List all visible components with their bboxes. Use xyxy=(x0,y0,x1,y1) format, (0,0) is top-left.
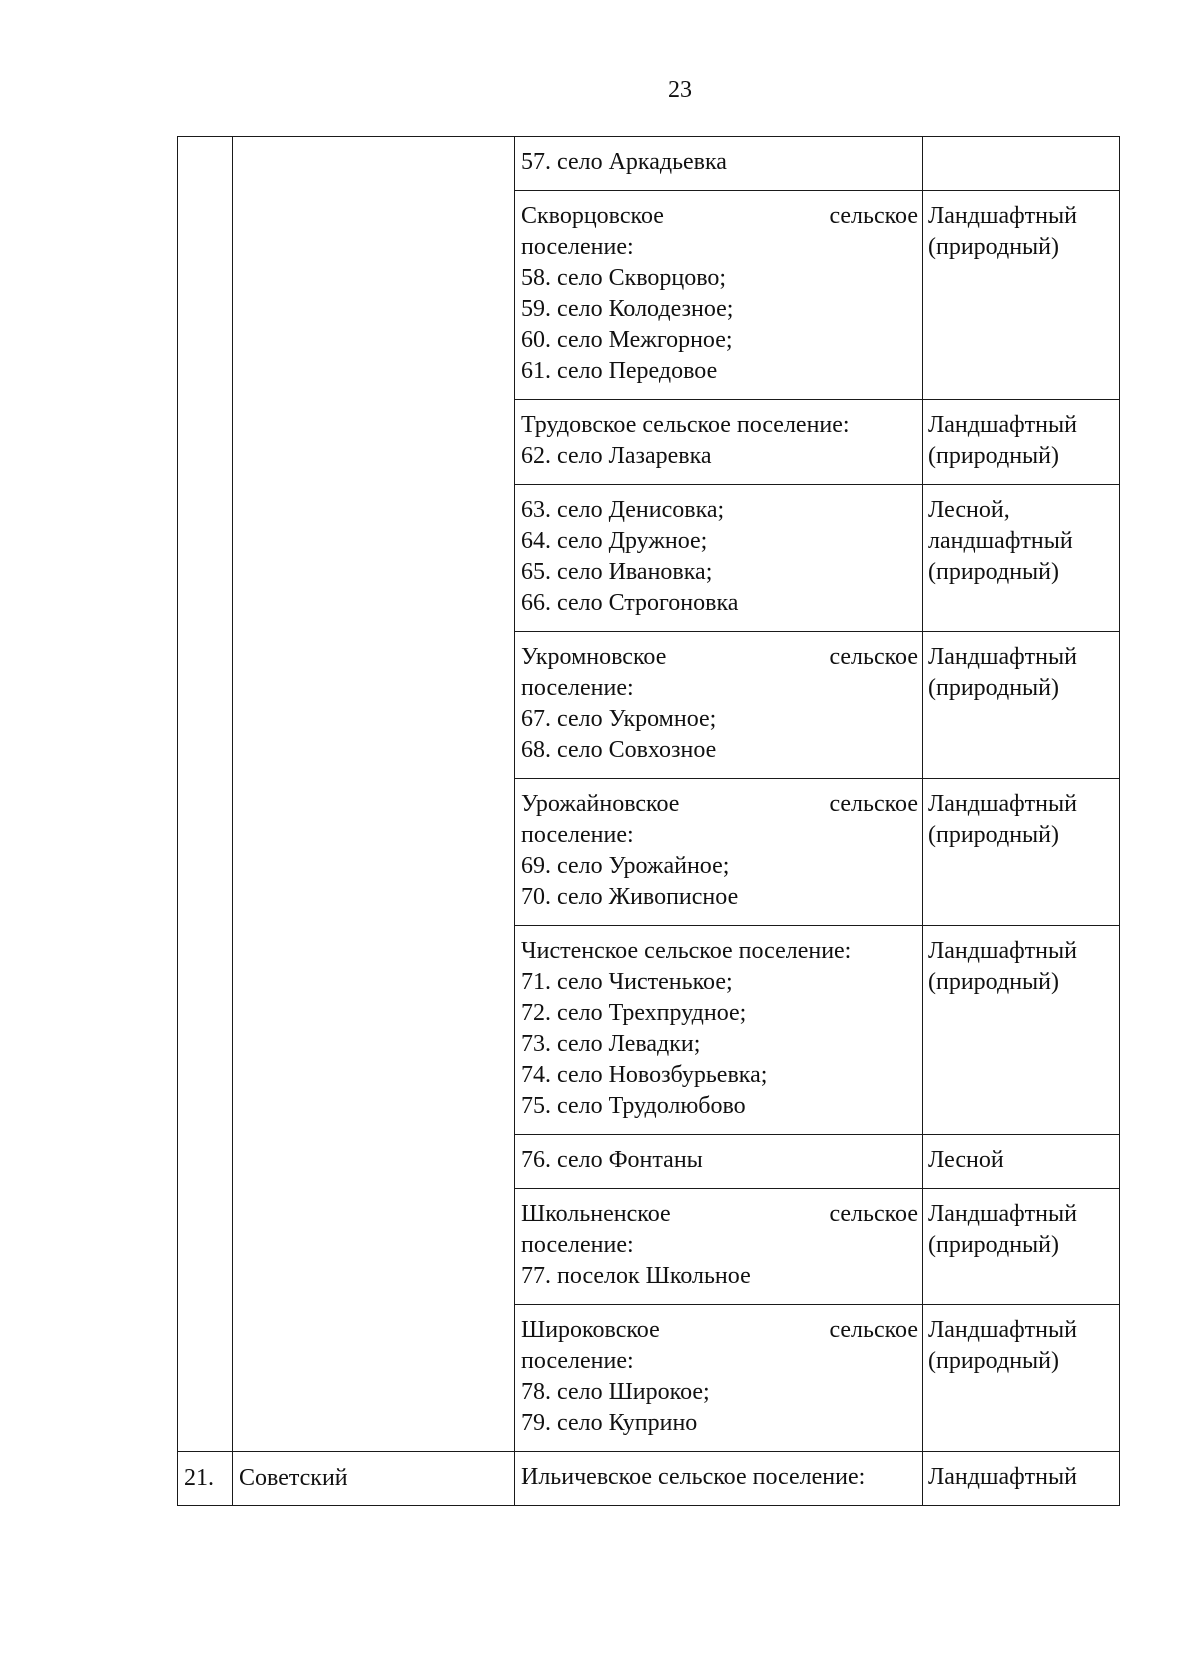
settlement-line: 63. село Денисовка; xyxy=(521,497,725,523)
type-cell xyxy=(923,1305,1120,1452)
settlement-line: 70. село Живописное xyxy=(521,884,739,910)
settlement-heading-word: сельское xyxy=(829,1201,918,1227)
settlement-heading xyxy=(521,789,918,820)
type-line: (природный) xyxy=(928,675,1060,701)
type-line: Ландшафтный xyxy=(928,1317,1077,1343)
settlement-line: 76. село Фонтаны xyxy=(521,1147,703,1173)
type-line: (природный) xyxy=(928,969,1060,995)
settlement-heading-word: сельское xyxy=(829,644,918,670)
settlement-heading-word: Широковское xyxy=(521,1317,660,1343)
settlement-line: 58. село Скворцово; xyxy=(521,265,727,291)
type-line: Лесной, xyxy=(928,497,1010,523)
settlement-line: 71. село Чистенькое; xyxy=(521,969,733,995)
settlement-cell xyxy=(515,1305,923,1452)
type-line: ландшафтный xyxy=(928,528,1073,554)
settlement-line: 62. село Лазаревка xyxy=(521,443,712,469)
settlement-line: 60. село Межгорное; xyxy=(521,327,733,353)
type-cell xyxy=(923,1189,1120,1305)
type-cell xyxy=(923,779,1120,926)
table-row-district xyxy=(178,1452,1120,1506)
settlement-line: поселение: xyxy=(521,1232,634,1258)
settlement-line: 73. село Левадки; xyxy=(521,1031,701,1057)
settlement-line: 79. село Куприно xyxy=(521,1410,698,1436)
settlement-line: 78. село Широкое; xyxy=(521,1379,710,1405)
table-row xyxy=(178,137,1120,191)
type-line: (природный) xyxy=(928,1348,1060,1374)
type-line: Ландшафтный xyxy=(928,938,1077,964)
settlement-heading xyxy=(521,1315,918,1346)
type-line: (природный) xyxy=(928,559,1060,585)
settlement-line: 74. село Новозбурьевка; xyxy=(521,1062,768,1088)
settlement-heading-word: Урожайновское xyxy=(521,791,680,817)
settlement-heading-word: сельское xyxy=(829,791,918,817)
settlement-line: 61. село Передовое xyxy=(521,358,718,384)
settlement-line: 59. село Колодезное; xyxy=(521,296,734,322)
type-line: (природный) xyxy=(928,443,1060,469)
settlement-heading xyxy=(521,1199,918,1230)
settlement-line: 57. село Аркадьевка xyxy=(521,149,727,175)
settlement-cell xyxy=(515,926,923,1135)
settlement-line: 64. село Дружное; xyxy=(521,528,708,554)
settlement-heading-word: сельское xyxy=(829,203,918,229)
settlement-line: 67. село Укромное; xyxy=(521,706,717,732)
type-line: Ландшафтный xyxy=(928,791,1077,817)
settlement-line: поселение: xyxy=(521,675,634,701)
settlements-table xyxy=(177,136,1120,1506)
settlement-line: 68. село Совхозное xyxy=(521,737,717,763)
settlement-heading-word: Скворцовское xyxy=(521,203,664,229)
type-cell xyxy=(923,485,1120,632)
settlement-cell xyxy=(515,137,923,191)
settlement-cell xyxy=(515,1189,923,1305)
settlement-cell xyxy=(515,191,923,400)
settlement-cell xyxy=(515,1135,923,1189)
settlement-cell xyxy=(515,485,923,632)
settlement-heading-word: Школьненское xyxy=(521,1201,671,1227)
district-cell-empty xyxy=(233,137,515,1452)
settlement-line: 75. село Трудолюбово xyxy=(521,1093,746,1119)
settlement-line: 65. село Ивановка; xyxy=(521,559,713,585)
settlement-line: 66. село Строгоновка xyxy=(521,590,739,616)
settlement-line: 72. село Трехпрудное; xyxy=(521,1000,747,1026)
type-cell: Ландшафтный xyxy=(923,1452,1120,1506)
page-number: 23 xyxy=(668,77,692,103)
type-cell xyxy=(923,191,1120,400)
settlement-line: поселение: xyxy=(521,1348,634,1374)
type-line: Ландшафтный xyxy=(928,1201,1077,1227)
type-cell xyxy=(923,1135,1120,1189)
type-cell xyxy=(923,632,1120,779)
type-line: (природный) xyxy=(928,1232,1060,1258)
settlement-heading-word: сельское xyxy=(829,1317,918,1343)
settlement-line: Трудовское сельское поселение: xyxy=(521,412,850,438)
type-line: (природный) xyxy=(928,234,1060,260)
settlement-heading-word: Укромновское xyxy=(521,644,667,670)
settlement-line: Чистенское сельское поселение: xyxy=(521,938,852,964)
type-cell xyxy=(923,926,1120,1135)
type-line: Ландшафтный xyxy=(928,644,1077,670)
settlement-line: 69. село Урожайное; xyxy=(521,853,730,879)
settlement-cell xyxy=(515,400,923,485)
type-cell xyxy=(923,137,1120,191)
type-line: Ландшафтный xyxy=(928,412,1077,438)
type-cell xyxy=(923,400,1120,485)
settlement-cell: Ильичевское сельское поселение: xyxy=(515,1452,923,1506)
settlement-heading xyxy=(521,642,918,673)
settlement-line: 77. поселок Школьное xyxy=(521,1263,751,1289)
type-line: Лесной xyxy=(928,1147,1004,1173)
district-name: Советский xyxy=(233,1452,515,1506)
type-line: Ландшафтный xyxy=(928,203,1077,229)
type-line: (природный) xyxy=(928,822,1060,848)
settlement-heading xyxy=(521,201,918,232)
settlement-line: поселение: xyxy=(521,822,634,848)
settlement-cell xyxy=(515,632,923,779)
row-number: 21. xyxy=(178,1452,233,1506)
settlement-cell xyxy=(515,779,923,926)
settlement-line: поселение: xyxy=(521,234,634,260)
number-cell-empty xyxy=(178,137,233,1452)
